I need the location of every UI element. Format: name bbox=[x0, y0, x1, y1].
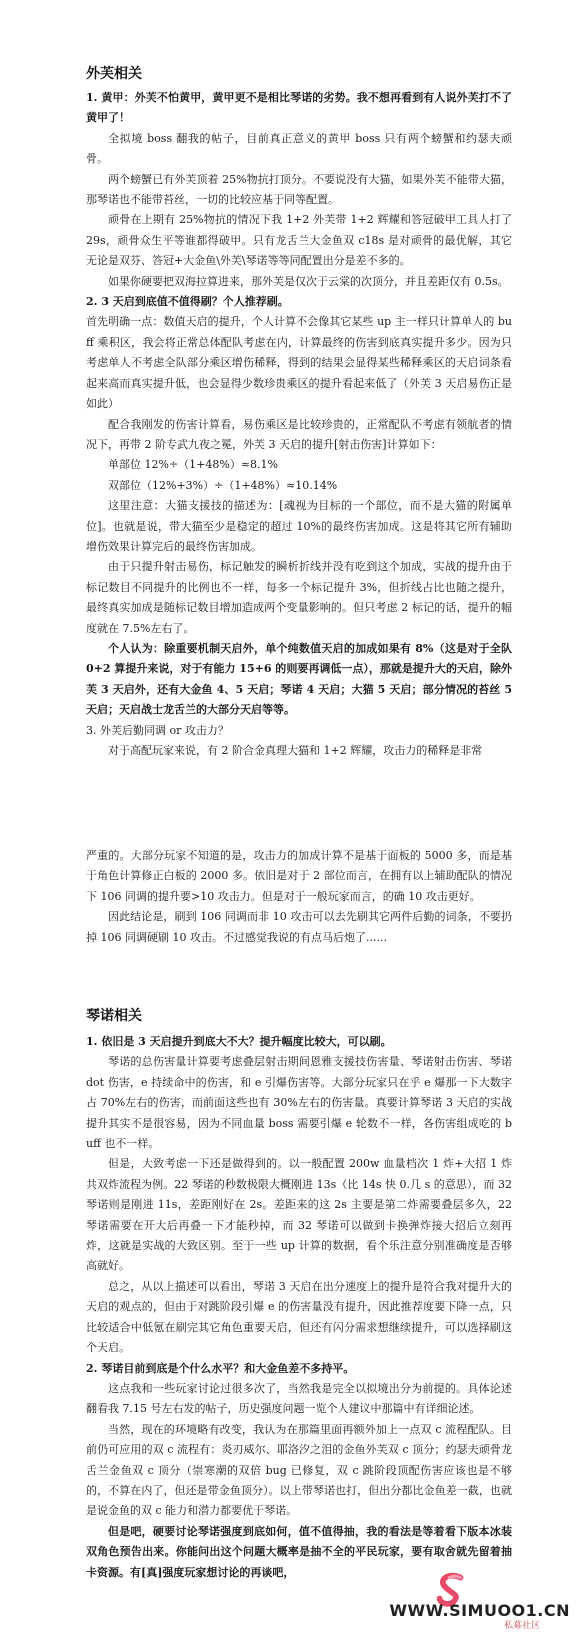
paragraph: 两个螃蟹已有外芙顶着 25%物抗打顶分。不要说没有大猫，如果外芙不能带大猫，那琴诺也不能带苔丝，一切的比较应基于同等配置。 bbox=[86, 172, 512, 207]
watermark-site-text: WWW.SIMUOO1.CN bbox=[389, 1601, 570, 1620]
watermark-label: 私募社区 bbox=[503, 1621, 540, 1631]
paragraph: 对于高配玩家来说，有 2 阶合金真理大猫和 1+2 辉耀，攻击力的稀释是非常 bbox=[108, 744, 483, 757]
paragraph: 但是，大致考虑一下还是做得到的。以一般配置 200w 血量档次 1 炸+大招 1 炸共双炸流程为例。22 琴诺的秒数极限大概刚进 13s（比 14s 快 0.几 s 的意思），而 32 琴诺则是刚进 11s，差距刚好在 2s。差距来的这 2s 主要是第二炸需要叠层多久，22 琴诺需要在开大后再叠一下才能秒掉，而 32 琴诺可以做到卡换弹炸接大招后立刻再炸，这就是实战的大致区别。至于一些 up 计算的数据，看个乐注意分别准确度是否够高就好。 bbox=[86, 1157, 512, 1273]
paragraph: 首先明确一点：数值天启的提升，个人计算不会像其它某些 up 主一样只计算单人的 buff 乘积区，我会将正常总体配队考虑在内，计算最终的伤害到底真实提升多少。因为只考虑单人不考虑全队部分乘区增伤稀释，得到的结果会显得某些稀释乘区的天启词条看起来高而真实提升低，也会显得少数珍贵乘区的提升看起来低了（外芙 3 天启易伤正是如此） bbox=[86, 315, 512, 411]
paragraph: 严重的。大部分玩家不知道的是，攻击力的加成计算不是基于面板的 5000 多，而是基于角色计算修正白板的 2000 多。依旧是对于 2 部位而言，在拥有以上辅助配队的情况下 106 同调的提升要>10 攻击力。但是对于一般玩家而言，的确 10 攻击更好。 bbox=[86, 849, 512, 903]
emphasis-paragraph: 但是吧，硬要讨论琴诺强度到底如何，值不值得抽，我的看法是等着看下版本冰装双角色预告出来。你能问出这个问题大概率是抽不全的平民玩家，要有取舍就先留着抽卡资源。有[真]强度玩家想讨论的再谈吧， bbox=[86, 1524, 512, 1579]
section-body-continued bbox=[86, 846, 512, 948]
paragraph: 琴诺的总伤害量计算要考虑叠层射击期间恩雅支援技伤害量、琴诺射击伤害、琴诺 dot 伤害，e 持续命中的伤害，和 e 引爆伤害等。大部分玩家只在乎 e 爆那一下大数字占 70%左右的伤害，而前面这些也有 30%左右的伤害量。真要计算琴诺 3 天启的实战提升其实不是很容易，因为不同血量 boss 需要引爆 e 轮数不一样，各伤害组成吃的 buff 也不一样。 bbox=[86, 1055, 512, 1151]
paragraph: 当然，现在的环境略有改变，我认为在那篇里面再额外加上一点双 c 流程配队。目前仍可应用的双 c 流程有：炎刃威尔、耶洛汐之泪的金鱼外芙双 c 顶分；约瑟夫顽骨龙舌兰金鱼双 c 顶分（崇寒潮的双倍 bug 已修复，双 c 跳阶段顶配伤害应该也是不够的，不算在内了，但还是带金鱼顶分）。以上带琴诺也打，但出分都比金鱼差一截，也就是说金鱼的双 c 能力和潜力都要优于琴诺。 bbox=[86, 1422, 512, 1518]
section-title-waifu: 外芙相关 bbox=[86, 66, 142, 82]
heading-yellow-armor: 1. 黄甲：外芙不怕黄甲，黄甲更不是相比琴诺的劣势。我不想再看到有人说外芙打不了黄甲了！ bbox=[86, 91, 512, 125]
paragraph: 由于只提升射击易伤，标记触发的瞬析折线并没有吃到这个加成，实战的提升由于标记数目不同提升的比例也不一样，每多一个标记提升 3%，但折线占比也随之提升，最终真实加成是随标记数目增加造成两个变量影响的。但只考虑 2 标记的话，提升的幅度就在 7.5%左右了。 bbox=[86, 560, 512, 635]
heading-three-apocalypse: 2. 3 天启到底值不值得刷？个人推荐刷。 bbox=[86, 295, 289, 309]
heading-logistics: 3. 外芙后勤同调 or 攻击力？ bbox=[86, 723, 229, 737]
paragraph: 顽骨在上期有 25%物抗的情况下我 1+2 外芙带 1+2 辉耀和答冠破甲工具人打了 29s，顽骨众生平等谁都得破甲。只有龙舌兰大金鱼双 c18s 是对顽骨的最优解，其它无论是双芬、答冠+大金鱼\外芙\琴诺等等同配置出分是差不多的。 bbox=[86, 213, 512, 268]
section-body-qinnuo bbox=[86, 1032, 512, 1583]
site-watermark bbox=[374, 1572, 570, 1634]
emphasis-paragraph: 个人认为：除重要机制天启外，单个纯数值天启的加成如果有 8%（这是对于全队 0+2 算提升来说，对于有能力 15+6 的则要再调低一点），那就是提升大的天启，除外芙 3 天启外，还有大金鱼 4、5 天启；琴诺 4 天启；大猫 5 天启；部分情况的苔丝 5 天启；天启战士龙舌兰的大部分天启等等。 bbox=[86, 641, 512, 717]
paragraph: 配合我刚发的伤害计算看，易伤乘区是比较珍贵的，正常配队不考虑有领航者的情况下，再带 2 阶专武九夜之冕，外芙 3 天启的提升[射击伤害]计算如下： bbox=[86, 417, 512, 451]
paragraph: 这点我和一些玩家讨论过很多次了，当然我是完全以拟境出分为前提的。具体论述翻看我 7.15 号左右发的帖子，历史强度问题一览个人建议中那篇中有详细论述。 bbox=[86, 1381, 512, 1416]
paragraph: 因此结论是，刷到 106 同调而非 10 攻击可以去先刷其它两件后勤的词条，不要扔掉 106 同调硬刷 10 攻击。不过感觉我说的有点马后炮了...... bbox=[86, 910, 512, 944]
formula-double-part: 双部位（12%+3%）÷（1+48%）≈10.14% bbox=[108, 478, 338, 492]
paragraph: 这里注意：大猫支援技的描述为：[魂视为目标的一个部位，而不是大猫的附属单位]。也就是说，带大猫至少是稳定的超过 10%的最终伤害加成。这是将其它所有辅助增伤效果计算完后的最终伤害加成。 bbox=[86, 499, 512, 553]
section-title-qinnuo: 琴诺相关 bbox=[86, 1008, 142, 1024]
blank-gap bbox=[0, 720, 580, 840]
paragraph: 总之，从以上描述可以看出，琴诺 3 天启在出分速度上的提升是符合我对提升大的天启的观点的，但由于对跳阶段引爆 e 的伤害量没有提升，因此推荐度要下降一点，只比较适合中低氪在刷完其它角色重要天启，但还有闪分需求想继续提升，可以选择刷这个天启。 bbox=[86, 1279, 512, 1355]
section-body-waifu bbox=[86, 88, 512, 761]
heading-qinnuo-apocalypse: 1. 依旧是 3 天启提升到底大不大？提升幅度比较大，可以刷。 bbox=[86, 1035, 392, 1048]
formula-single-part: 单部位 12%÷（1+48%）≈8.1% bbox=[108, 458, 278, 472]
paragraph: 如果你硬要把双海拉算进来，那外芙是仅次于云棠的次顶分，并且差距仅有 0.5s。 bbox=[108, 274, 509, 288]
heading-qinnuo-level: 2. 琴诺目前到底是个什么水平？和大金鱼差不多持平。 bbox=[86, 1361, 355, 1375]
paragraph: 全拟境 boss 翻我的帖子，目前真正意义的黄甲 boss 只有两个螃蟹和约瑟夫顽骨。 bbox=[86, 131, 512, 166]
